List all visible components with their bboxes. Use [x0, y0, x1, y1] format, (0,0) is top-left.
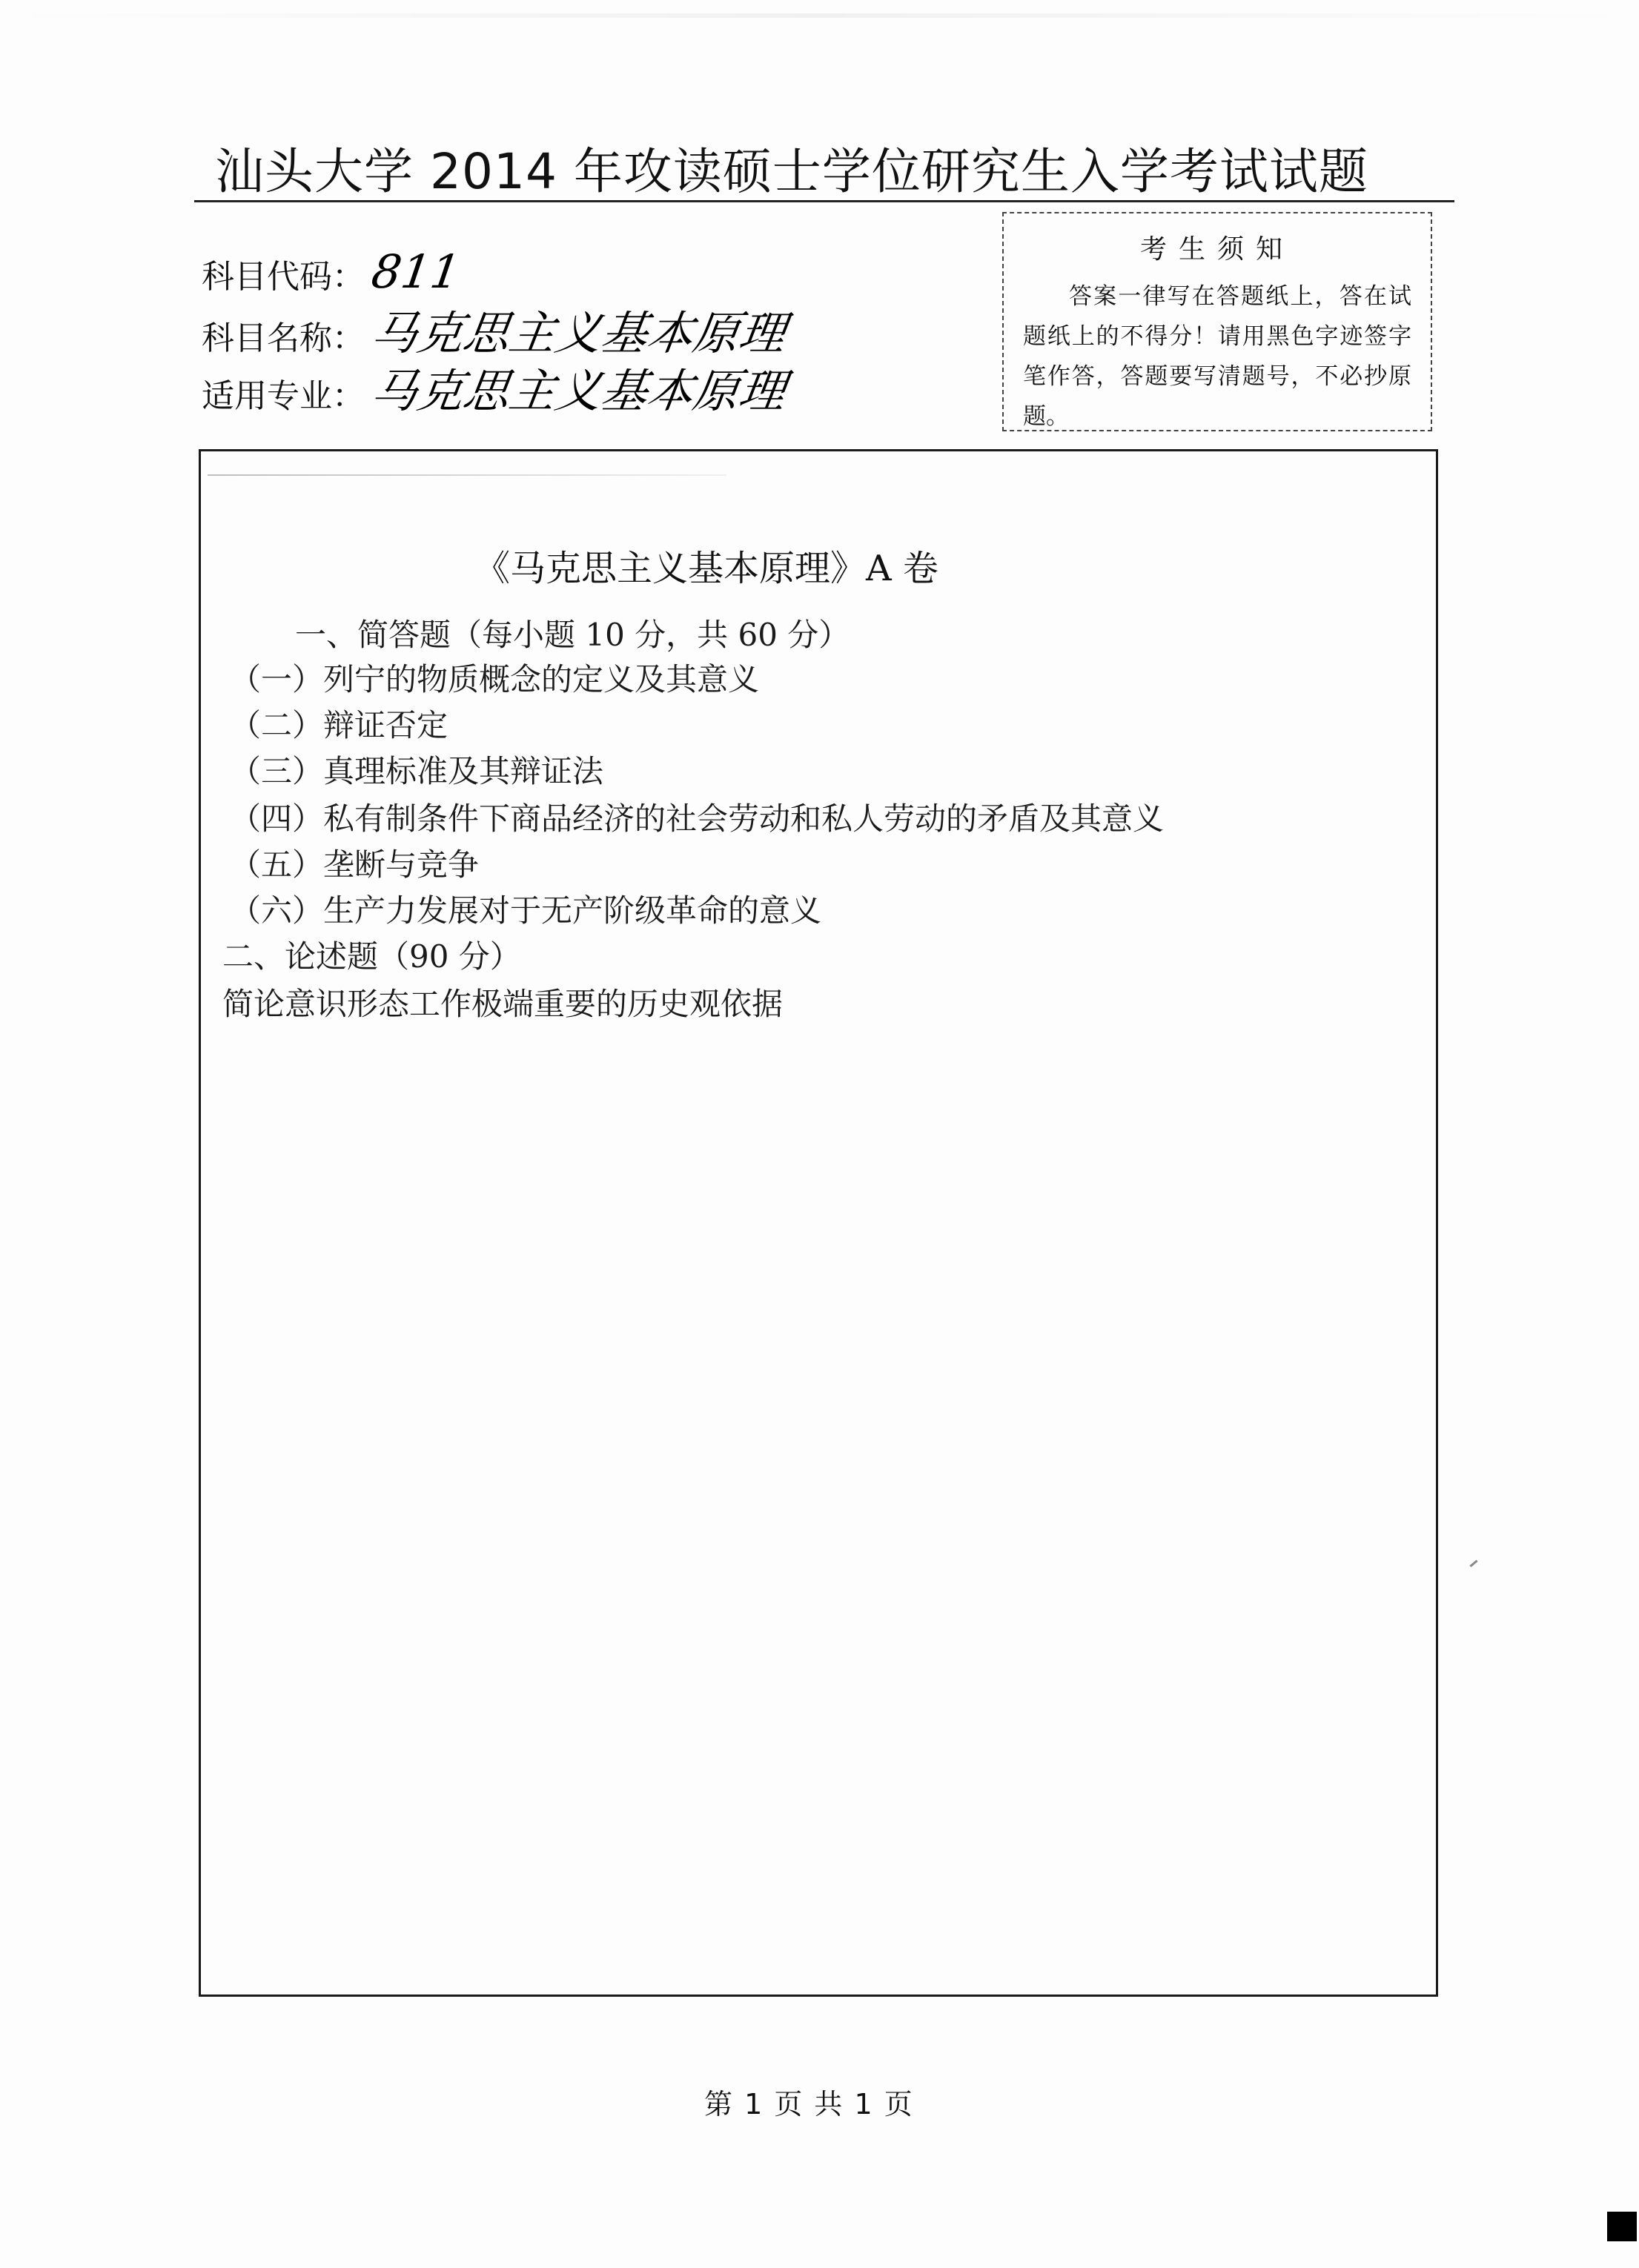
- question-item: （四）私有制条件下商品经济的社会劳动和私人劳动的矛盾及其意义: [230, 800, 1165, 837]
- notice-title: 考生须知: [1139, 234, 1294, 265]
- scan-smudge: [0, 13, 1639, 18]
- subject-name-row: [202, 296, 789, 362]
- header-rule: [194, 200, 1454, 202]
- candidate-notice-box: [1002, 212, 1432, 431]
- subject-name-label: 科目名称：: [202, 319, 365, 357]
- section2-heading: 二、论述题（90 分）: [222, 938, 521, 975]
- exam-header-title: 汕头大学 2014 年攻读硕士学位研究生入学考试试题: [215, 143, 1368, 200]
- scan-corner-mark: [1607, 2212, 1637, 2241]
- question-item: （六）生产力发展对于无产阶级革命的意义: [230, 892, 822, 929]
- applicable-major-label: 适用专业：: [202, 377, 365, 415]
- scan-stray-mark: [1469, 1559, 1477, 1567]
- subject-code-label: 科目代码：: [202, 258, 365, 296]
- applicable-major-row: [202, 354, 789, 420]
- applicable-major-value: 马克思主义基本原理: [368, 364, 789, 418]
- notice-body: 答案一律写在答题纸上，答在试题纸上的不得分！请用黑色字迹签字笔作答，答题要写清题号，不必抄原题。: [1023, 283, 1411, 430]
- frame-scan-line: [208, 474, 726, 476]
- subject-name-value: 马克思主义基本原理: [368, 306, 789, 360]
- essay-question: 简论意识形态工作极端重要的历史观依据: [222, 986, 784, 1022]
- question-item: （二）辩证否定: [230, 707, 448, 743]
- subject-code-value: 811: [368, 245, 464, 299]
- question-item: （一）列宁的物质概念的定义及其意义: [230, 661, 760, 697]
- page-number-footer: 第 1 页 共 1 页: [704, 2088, 914, 2121]
- paper-title: 《马克思主义基本原理》A 卷: [474, 548, 938, 589]
- question-item: （五）垄断与竞争: [230, 846, 480, 883]
- section1-heading: 一、简答题（每小题 10 分，共 60 分）: [295, 617, 850, 653]
- question-item: （三）真理标准及其辩证法: [230, 753, 604, 789]
- subject-code-row: [202, 245, 464, 299]
